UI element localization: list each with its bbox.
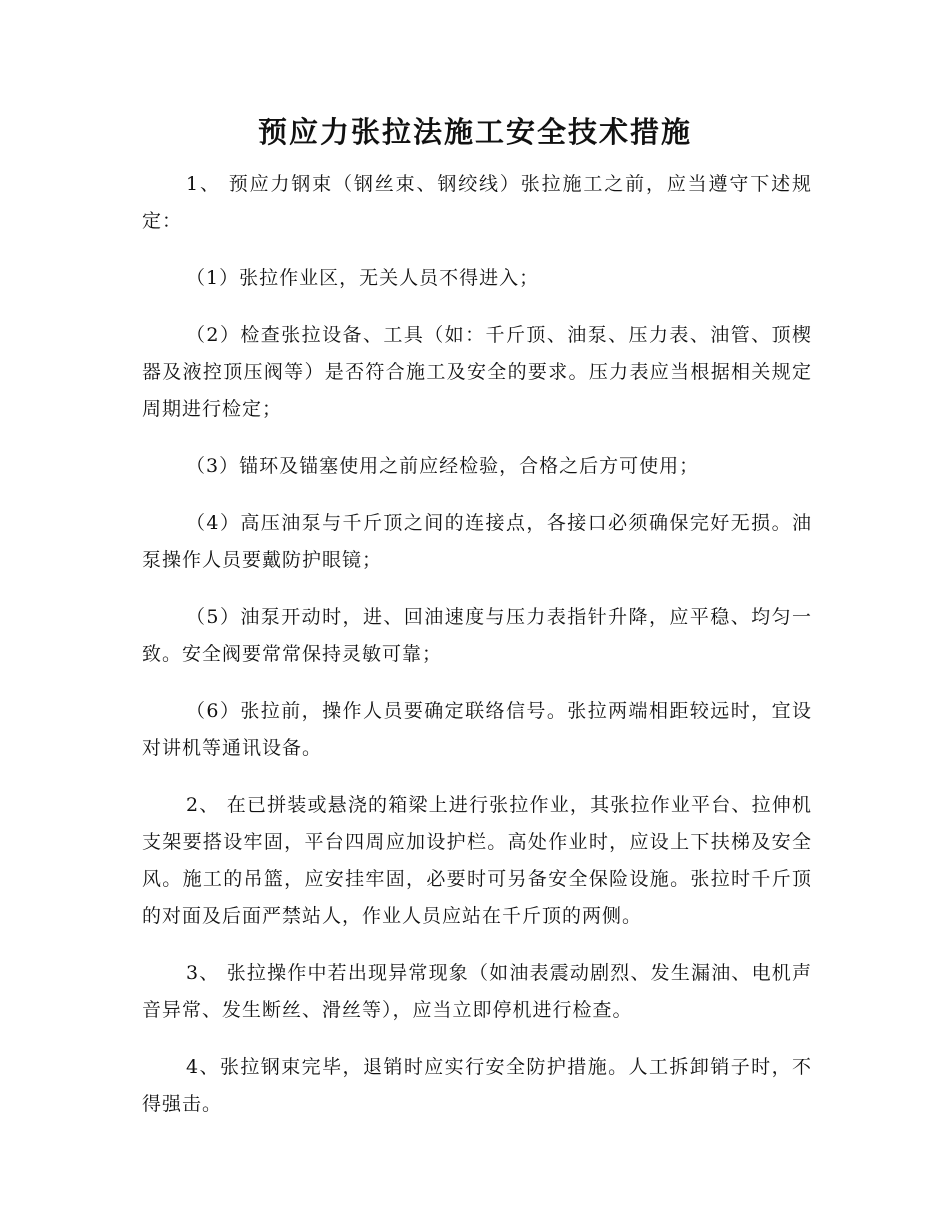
paragraph-1-item-5: （5）油泵开动时，进、回油速度与压力表指针升降，应平稳、均匀一致。安全阀要常常保持灵敏可靠； <box>142 606 812 665</box>
paragraph-1-item-2: （2）检查张拉设备、工具（如：千斤顶、油泵、压力表、油管、顶楔器及液控顶压阀等）是否符合施工及安全的要求。压力表应当根据相关规定周期进行检定； <box>142 324 812 420</box>
paragraph-1: 1、 预应力钢束（钢丝束、钢绞线）张拉施工之前，应当遵守下述规定： <box>142 173 812 232</box>
paragraph-3: 3、 张拉操作中若出现异常现象（如油表震动剧烈、发生漏油、电机声音异常、发生断丝、滑丝等），应当立即停机进行检查。 <box>142 962 812 1021</box>
document-title: 预应力张拉法施工安全技术措施 <box>257 115 692 149</box>
paragraph-2: 2、 在已拼装或悬浇的箱梁上进行张拉作业，其张拉作业平台、拉伸机支架要搭设牢固，平台四周应加设护栏。高处作业时，应设上下扶梯及安全风。施工的吊篮，应安挂牢固，必要时可另备安全保险设施。张拉时千斤顶的对面及后面严禁站人，作业人员应站在千斤顶的两侧。 <box>142 794 812 927</box>
paragraph-1-item-3: （3）锚环及锚塞使用之前应经检验，合格之后方可使用； <box>186 455 700 477</box>
paragraph-4: 4、张拉钢束完毕，退销时应实行安全防护措施。人工拆卸销子时，不得强击。 <box>142 1056 812 1115</box>
paragraph-1-item-6: （6）张拉前，操作人员要确定联络信号。张拉两端相距较远时，宜设对讲机等通讯设备。 <box>142 700 812 759</box>
document-body <box>142 166 812 1143</box>
paragraph-1-item-1: （1）张拉作业区，无关人员不得进入； <box>186 267 540 289</box>
paragraph-1-item-4: （4）高压油泵与千斤顶之间的连接点，各接口必须确保完好无损。油泵操作人员要戴防护眼镜； <box>142 512 812 571</box>
